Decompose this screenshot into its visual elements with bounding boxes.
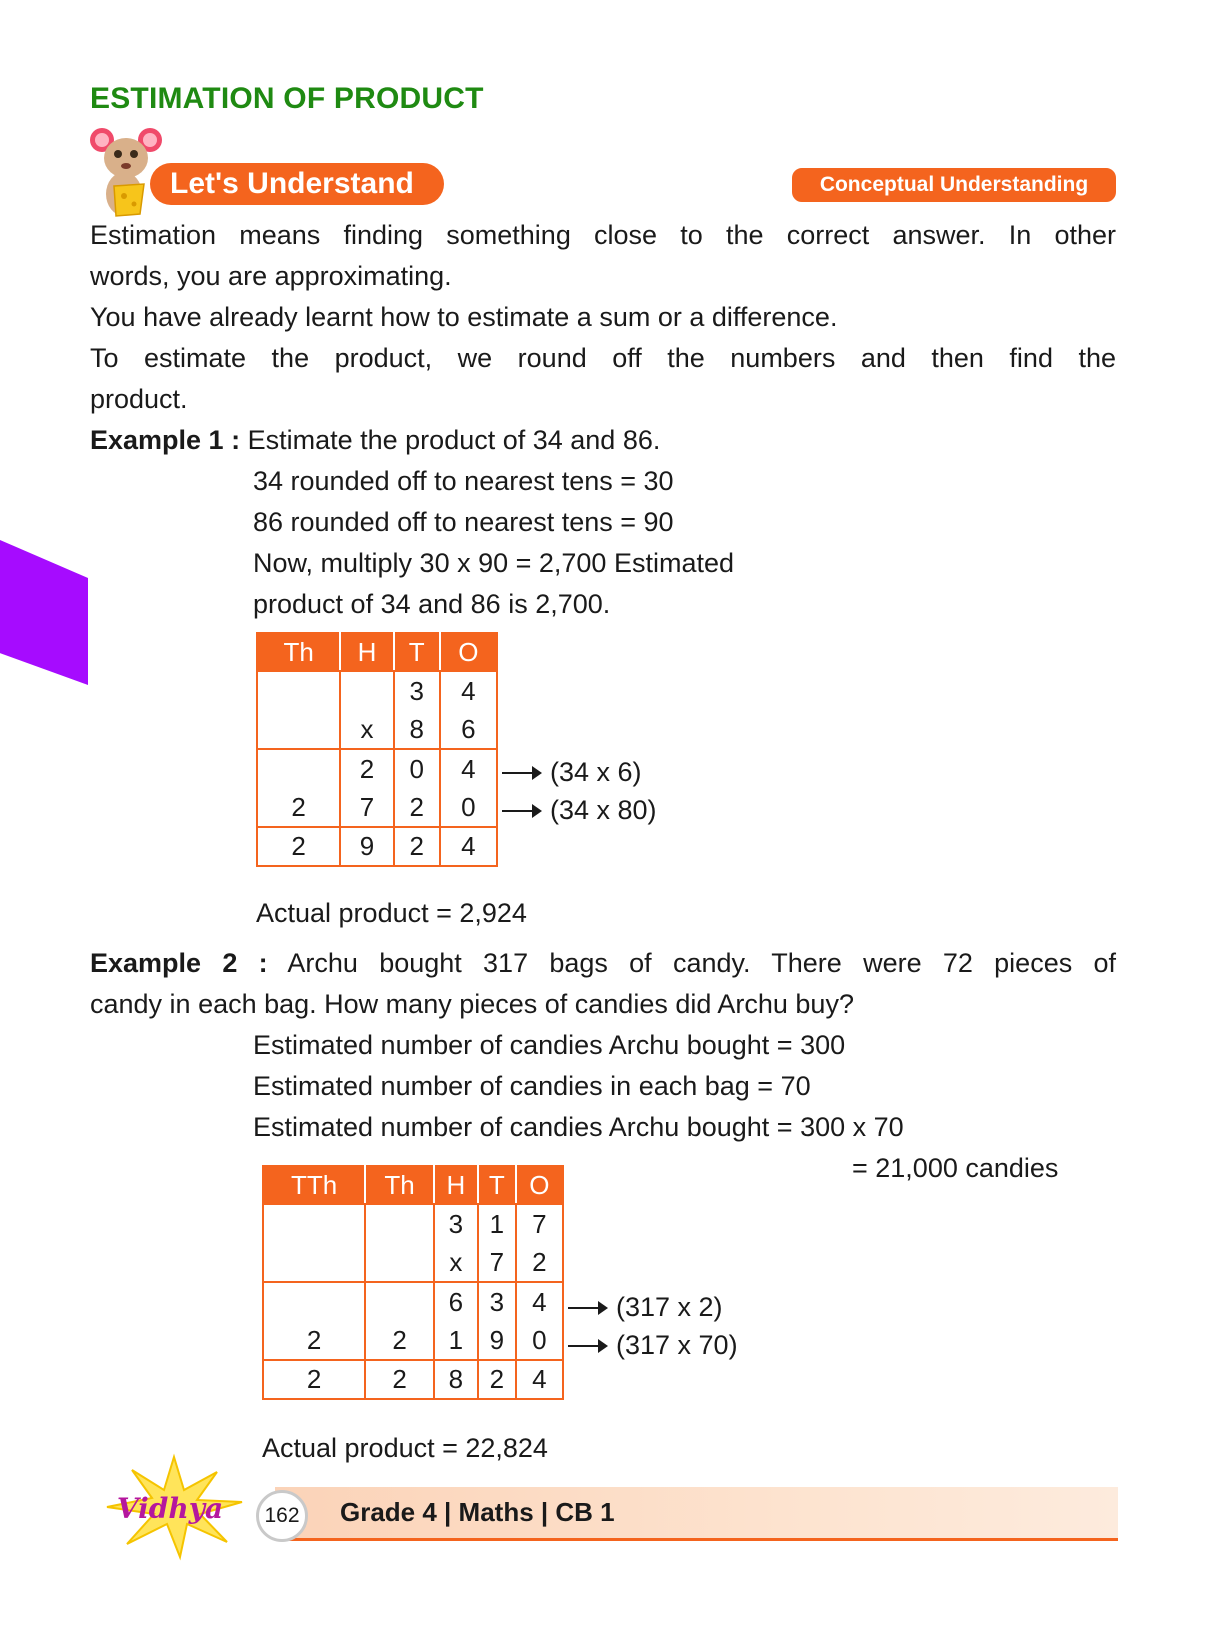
table-row [257,827,497,866]
table-cell: 7 [340,788,393,827]
table-cell: 1 [478,1204,516,1243]
vidhya-logo-icon [92,1452,257,1562]
intro-paragraph-3: To estimate the product, we round off the numbers and then find the [90,343,1116,373]
table-cell [365,1243,434,1282]
example-2-question: Archu bought 317 bags of candy. There were 72 pieces of [287,948,1116,978]
footer-text: Grade 4 | Maths | CB 1 [340,1497,615,1527]
intro-paragraph-1: Estimation means finding something close to the correct answer. In other [90,220,1116,250]
table-row [257,788,497,827]
example-1-place-value-table [256,632,498,867]
table-cell [257,749,340,788]
arrow-right-icon [568,1345,606,1347]
arrow-right-icon [502,810,540,812]
table-header: Th [365,1166,434,1204]
table-cell: 2 [365,1321,434,1360]
table-cell: 2 [340,749,393,788]
table-cell: 8 [434,1360,478,1399]
table-cell: 4 [440,827,497,866]
example-1-step: Now, multiply 30 x 90 = 2,700 Estimated [253,548,735,578]
table-cell: 0 [394,749,440,788]
example-1-question: Estimate the product of 34 and 86. [247,425,661,455]
logo-text: Vidhya [116,1492,224,1525]
example-2-actual-product: Actual product = 22,824 [262,1433,548,1463]
table-cell: 2 [257,788,340,827]
example-2-question-cont: candy in each bag. How many pieces of candies did Archu buy? [90,989,854,1019]
table-cell [257,671,340,710]
conceptual-understanding-badge: Conceptual Understanding [792,168,1116,202]
table-header: T [478,1166,516,1204]
table-row [263,1321,563,1360]
example-1-step: 86 rounded off to nearest tens = 90 [253,507,674,537]
table-cell: x [434,1243,478,1282]
table-row [263,1204,563,1243]
example-2-label: Example 2 : [90,948,268,978]
example-1-note-1 [502,757,642,788]
example-1-label: Example 1 : [90,425,241,455]
table-header: Th [257,633,340,671]
table-cell [263,1243,365,1282]
table-header: O [440,633,497,671]
example-2-place-value-table [262,1165,564,1400]
table-header: TTh [263,1166,365,1204]
table-cell [340,671,393,710]
example-2-step: Estimated number of candies in each bag = 70 [253,1071,811,1101]
table-cell: 7 [478,1243,516,1282]
table-header: T [394,633,440,671]
example-2-note-1 [568,1292,723,1323]
table-cell: 2 [263,1321,365,1360]
table-cell: 2 [263,1360,365,1399]
lets-understand-banner: Let's Understand [150,163,444,205]
table-cell [365,1204,434,1243]
example-2-step: Estimated number of candies Archu bought = 300 [253,1030,846,1060]
table-cell: 2 [516,1243,563,1282]
note-text: (34 x 6) [550,757,642,787]
example-1-actual-product: Actual product = 2,924 [256,898,527,928]
table-cell [365,1282,434,1321]
table-cell: 6 [434,1282,478,1321]
example-2 [90,943,1116,984]
table-row [263,1282,563,1321]
table-cell: x [340,710,393,749]
arrow-right-icon [568,1307,606,1309]
table-cell [263,1282,365,1321]
table-cell: 2 [257,827,340,866]
example-2-step: Estimated number of candies Archu bought = 300 x 70 [253,1112,904,1142]
table-cell [257,710,340,749]
table-cell: 0 [440,788,497,827]
note-text: (317 x 2) [616,1292,723,1322]
table-cell: 2 [365,1360,434,1399]
table-cell: 4 [516,1360,563,1399]
table-cell: 6 [440,710,497,749]
note-text: (317 x 70) [616,1330,738,1360]
table-header: H [340,633,393,671]
table-cell: 9 [478,1321,516,1360]
example-1-step: 34 rounded off to nearest tens = 30 [253,466,674,496]
table-cell: 3 [434,1204,478,1243]
table-cell: 3 [394,671,440,710]
table-cell: 8 [394,710,440,749]
table-cell: 1 [434,1321,478,1360]
page-number: 162 [256,1490,308,1542]
example-2-note-2 [568,1330,738,1361]
table-cell: 4 [516,1282,563,1321]
table-cell: 2 [394,788,440,827]
table-cell: 4 [440,749,497,788]
page-heading: ESTIMATION OF PRODUCT [90,82,484,115]
example-1 [90,420,660,461]
table-cell: 4 [440,671,497,710]
intro-paragraph-2: You have already learnt how to estimate a sum or a difference. [90,302,838,332]
table-header: O [516,1166,563,1204]
table-cell: 2 [394,827,440,866]
intro-paragraph-3-cont: product. [90,384,188,414]
table-cell: 7 [516,1204,563,1243]
note-text: (34 x 80) [550,795,657,825]
example-2-step: = 21,000 candies [852,1153,1059,1183]
table-cell: 9 [340,827,393,866]
table-row [257,749,497,788]
table-row [263,1360,563,1399]
arrow-right-icon [502,772,540,774]
table-row [257,710,497,749]
table-cell [263,1204,365,1243]
table-row [257,671,497,710]
example-1-note-2 [502,795,657,826]
table-cell: 0 [516,1321,563,1360]
table-header: H [434,1166,478,1204]
table-row [263,1243,563,1282]
table-cell: 2 [478,1360,516,1399]
example-1-step: product of 34 and 86 is 2,700. [253,589,611,619]
side-tab [0,540,88,685]
intro-paragraph-1-cont: words, you are approximating. [90,261,452,291]
table-cell: 3 [478,1282,516,1321]
